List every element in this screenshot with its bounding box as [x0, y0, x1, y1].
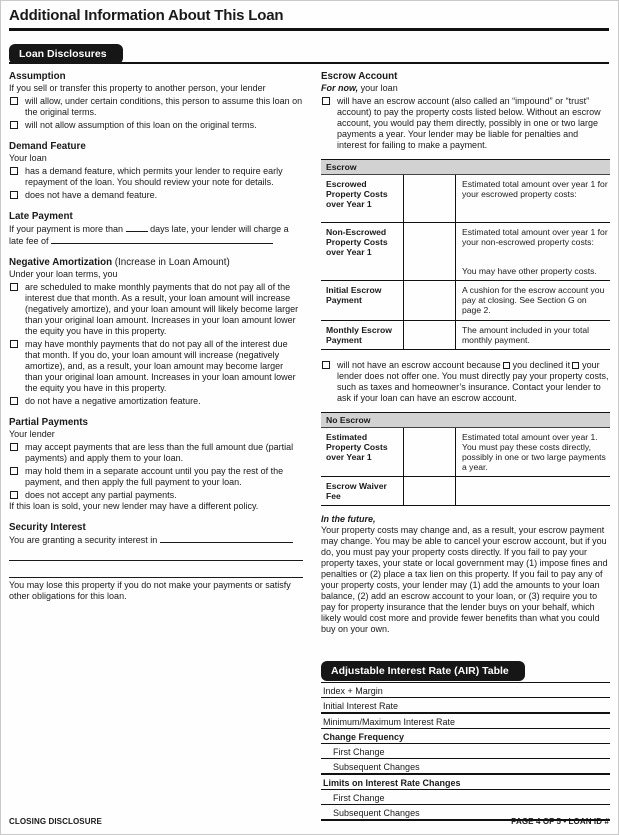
- negative-amortization-section: [9, 257, 303, 407]
- page-title: Additional Information About This Loan: [9, 5, 609, 31]
- security-interest-blank-field[interactable]: [160, 534, 293, 543]
- assumption-section: [9, 71, 303, 131]
- checkbox[interactable]: [10, 397, 18, 405]
- air-table-section: [321, 661, 610, 821]
- left-column: [9, 71, 303, 821]
- neg-amort-option-may-have: may have monthly payments that do not pay all of the interest due that month. If you do, your loan amount will increase (negatively amortize), and, as a result, your loan amount may become larger than your original loan amount. Increases in your loan amount lower the equity you have in this property.: [9, 339, 303, 394]
- escrow-value-cell[interactable]: [403, 321, 455, 349]
- escrow-table: [321, 159, 610, 350]
- demand-feature-intro: Your loan: [9, 153, 47, 163]
- checkbox[interactable]: [322, 97, 330, 105]
- air-tab-row: [321, 661, 610, 682]
- footer-doc-label: CLOSING DISCLOSURE: [9, 817, 102, 826]
- checkbox[interactable]: [10, 167, 18, 175]
- air-row-change-frequency: Change Frequency: [321, 729, 610, 744]
- escrow-value-cell[interactable]: [403, 477, 455, 505]
- air-row-index-margin: Index + Margin: [321, 683, 610, 698]
- checkbox[interactable]: [10, 340, 18, 348]
- assumption-option-will-not-allow: will not allow assumption of this loan on the original terms.: [9, 120, 303, 131]
- checkbox[interactable]: [10, 443, 18, 451]
- air-table-tab: Adjustable Interest Rate (AIR) Table: [321, 661, 525, 681]
- negative-amortization-heading: Negative Amortization (Increase in Loan Amount): [9, 257, 230, 268]
- no-escrow-table: [321, 412, 610, 506]
- page-footer: [9, 817, 609, 826]
- escrow-for-now-intro: For now, your loan: [321, 83, 398, 93]
- late-payment-text: If your payment is more than days late, your lender will charge a late fee of: [9, 224, 289, 246]
- escrow-value-cell[interactable]: [403, 281, 455, 320]
- escrow-value-cell[interactable]: [403, 428, 455, 476]
- partial-payments-note: If this loan is sold, your new lender may have a different policy.: [9, 501, 259, 511]
- checkbox[interactable]: [10, 97, 18, 105]
- checkbox[interactable]: [10, 121, 18, 129]
- demand-feature-option-has: has a demand feature, which permits your lender to require early repayment of the loan. You should review your note for details.: [9, 166, 303, 188]
- in-the-future-lead: In the future,: [321, 514, 376, 524]
- security-interest-blank-line-1[interactable]: [9, 546, 303, 561]
- escrow-table-header: Escrow: [321, 160, 610, 175]
- air-row-first-change: First Change: [321, 744, 610, 759]
- right-column: [321, 71, 610, 821]
- checkbox[interactable]: [10, 283, 18, 291]
- escrow-account-section: [321, 71, 610, 635]
- footer-page-number: PAGE 4 OF 5 • LOAN ID #: [511, 817, 609, 826]
- demand-feature-section: [9, 141, 303, 201]
- in-the-future-body: Your property costs may change and, as a result, your escrow payment may change. You may be able to cancel your escrow account, but if you do, you must pay your property costs directly. If you fail to pay your property taxes, your state or local government may (1) impose fines and penalties or (2) place a tax lien on this property. If you fail to pay any of your property costs, your lender may (1) add the amounts to your loan balance, (2) add an escrow account to your loan, or (3) require you to pay for property insurance that the lender buys on your behalf, which likely would cost more and provide fewer benefits than what you could buy on your own.: [321, 525, 608, 634]
- partial-payments-intro: Your lender: [9, 429, 55, 439]
- loan-disclosures-tab: Loan Disclosures: [9, 44, 123, 64]
- air-row-min-max-rate: Minimum/Maximum Interest Rate: [321, 714, 610, 729]
- late-fee-blank-field[interactable]: [51, 235, 273, 244]
- air-row-initial-rate: Initial Interest Rate: [321, 698, 610, 714]
- air-table-rows: [321, 682, 610, 821]
- table-row: Escrowed Property Costs over Year 1 Estimated total amount over year 1 for your escrowed property costs:: [321, 175, 610, 223]
- security-interest-section: [9, 522, 303, 602]
- partial-payments-option-accept: may accept payments that are less than the full amount due (partial payments) and apply them to your loan.: [9, 442, 303, 464]
- checkbox[interactable]: [322, 361, 330, 369]
- neg-amort-option-scheduled: are scheduled to make monthly payments that do not pay all of the interest due that month. As a result, your loan amount will increase (negatively amortize), and your loan amount will likely become larger than your original loan amount. Increases in your loan amount lower the equity you have in this property.: [9, 282, 303, 337]
- no-escrow-table-header: No Escrow: [321, 413, 610, 428]
- partial-payments-option-hold: may hold them in a separate account until you pay the rest of the payment, and then apply the full payment to your loan.: [9, 466, 303, 488]
- late-payment-section: [9, 211, 303, 247]
- escrow-option-will-have: will have an escrow account (also called an “impound” or “trust” account) to pay the property costs listed below. Without an escrow account, you would pay them directly, possibly in one or two large payments a year. Your lender may be liable for penalties and interest for failing to make a payment.: [321, 96, 610, 151]
- air-row-limits-heading: Limits on Interest Rate Changes: [321, 775, 610, 790]
- checkbox[interactable]: [10, 467, 18, 475]
- checkbox[interactable]: [503, 362, 510, 369]
- table-row: Monthly Escrow Payment The amount included in your total monthly payment.: [321, 321, 610, 350]
- days-blank-field[interactable]: [126, 223, 148, 232]
- escrow-account-heading: Escrow Account: [321, 71, 398, 82]
- table-row: Initial Escrow Payment A cushion for the escrow account you pay at closing. See Section G on page 2.: [321, 281, 610, 321]
- assumption-option-will-allow: will allow, under certain conditions, this person to assume this loan on the original terms.: [9, 96, 303, 118]
- checkbox[interactable]: [10, 491, 18, 499]
- air-row-subsequent-changes: Subsequent Changes: [321, 759, 610, 775]
- neg-amort-option-none: do not have a negative amortization feature.: [9, 396, 303, 407]
- escrow-option-will-not-have: will not have an escrow account because you declined it your lender does not offer one. You must directly pay your property costs, such as taxes and homeowner’s insurance. Contact your lender to ask if your loan can have an escrow account.: [321, 360, 610, 404]
- air-row-limits-first-change: First Change: [321, 790, 610, 805]
- air-row-limits-subsequent-changes: Subsequent Changes: [321, 805, 610, 821]
- demand-feature-heading: Demand Feature: [9, 141, 86, 152]
- security-interest-warning: You may lose this property if you do not make your payments or satisfy other obligations for this loan.: [9, 580, 291, 601]
- escrow-value-cell[interactable]: [403, 175, 455, 222]
- late-payment-heading: Late Payment: [9, 211, 73, 222]
- table-row: Estimated Property Costs over Year 1 Estimated total amount over year 1. You must pay these costs directly, possibly in one or two large payments a year.: [321, 428, 610, 477]
- security-interest-text: You are granting a security interest in: [9, 534, 303, 546]
- demand-feature-option-does-not: does not have a demand feature.: [9, 190, 303, 201]
- partial-payments-option-none: does not accept any partial payments.: [9, 490, 303, 501]
- partial-payments-section: [9, 417, 303, 512]
- assumption-heading: Assumption: [9, 71, 66, 82]
- partial-payments-heading: Partial Payments: [9, 417, 88, 428]
- checkbox[interactable]: [10, 191, 18, 199]
- table-row: Non-Escrowed Property Costs over Year 1 Estimated total amount over year 1 for your non-escrowed property costs: You may have other property costs.: [321, 223, 610, 281]
- checkbox[interactable]: [572, 362, 579, 369]
- escrow-value-cell[interactable]: [403, 223, 455, 280]
- loan-disclosures-tab-row: [9, 44, 609, 64]
- security-interest-blank-line-2[interactable]: [9, 561, 303, 578]
- assumption-intro: If you sell or transfer this property to another person, your lender: [9, 83, 266, 93]
- security-interest-heading: Security Interest: [9, 522, 86, 533]
- negative-amortization-intro: Under your loan terms, you: [9, 269, 118, 279]
- table-row: Escrow Waiver Fee: [321, 477, 610, 506]
- table-cell-note: You may have other property costs.: [462, 266, 597, 276]
